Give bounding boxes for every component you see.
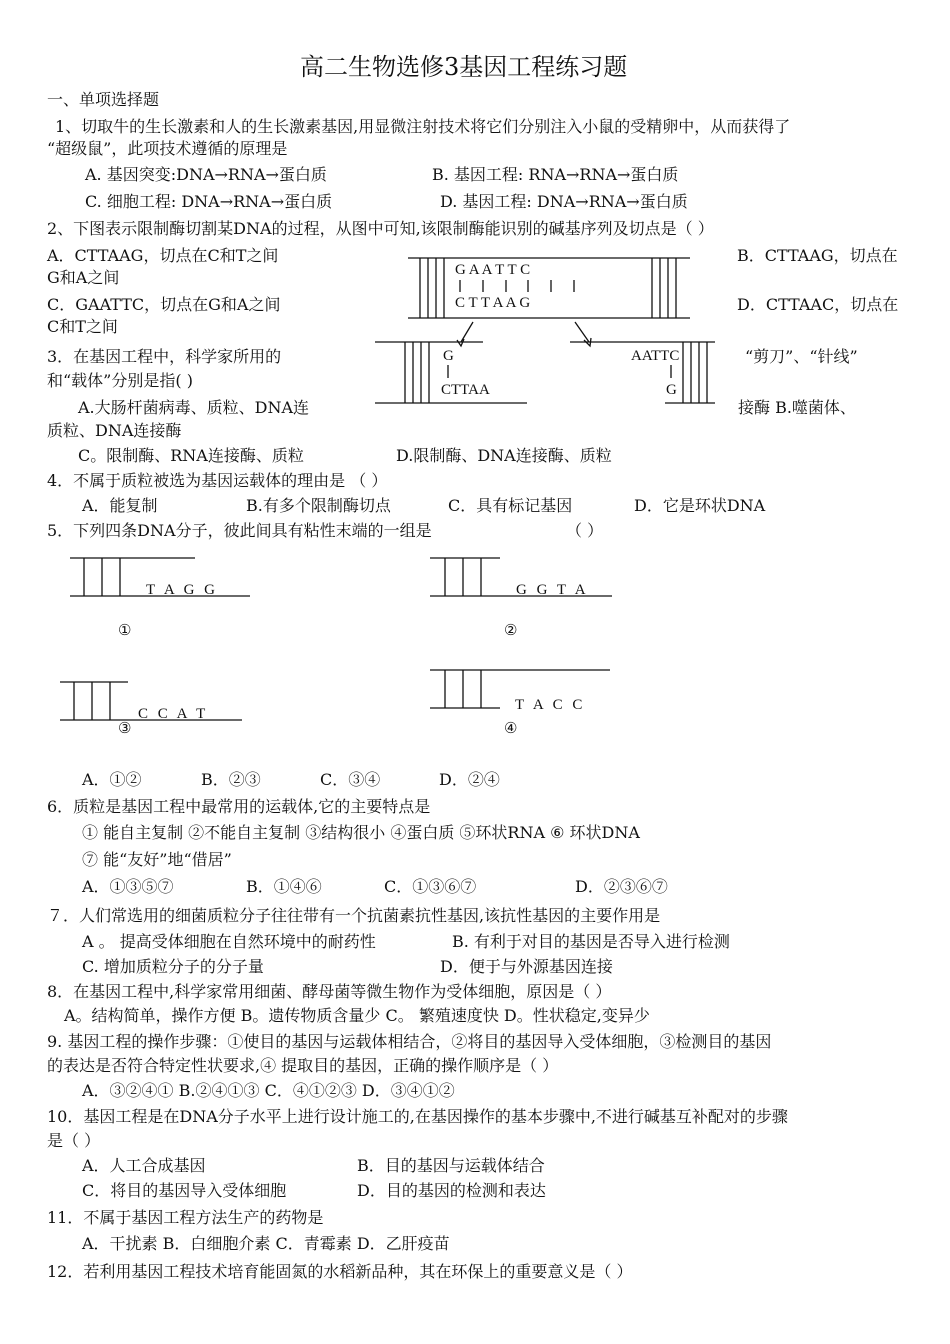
q8-options: A。结构简单，操作方便 B。遗传物质含量少 C。 繁殖速度快 D。性状稳定,变异少 [64,1006,650,1025]
q11-options: A．干扰素 B．白细胞介素 C．青霉素 D．乙肝疫苗 [82,1234,450,1253]
fragment-4 [430,670,610,737]
q3-option-a-b: 接酶 B.噬菌体、 [738,398,856,417]
q7-option-b: B. 有利于对目的基因是否导入进行检测 [452,932,730,951]
q12-stem: 12．若利用基因工程技术培育能固氮的水稻新品种，其在环保上的重要意义是（ ） [47,1262,633,1281]
q6-option-a: A．①③⑤⑦ [82,877,174,896]
q5-stem: 5．下列四条DNA分子，彼此间具有粘性末端的一组是 [47,521,432,540]
q3-option-d: D.限制酶、DNA连接酶、质粒 [396,446,612,465]
fragment-1-sequence: T A G G [146,582,218,598]
q8-stem: 8．在基因工程中,科学家常用细菌、酵母菌等微生物作为受体细胞，原因是（ ） [47,982,612,1001]
right-fragment-overhang: AATTC [631,348,680,364]
q5-option-d: D．②④ [439,770,500,789]
fragment-2-sequence: G G T A [516,582,589,598]
fragment-2 [430,558,612,639]
q9-stem-line1: 9. 基因工程的操作步骤：①使目的基因与运载体相结合，②将目的基因导入受体细胞，③检测目的基因 [47,1032,772,1051]
q10-option-a: A．人工合成基因 [82,1156,206,1175]
q2-option-c-cont: C和T之间 [47,317,118,336]
q3-stem-line2: 和“载体”分别是指( ) [47,371,193,390]
q10-option-d: D．目的基因的检测和表达 [357,1181,546,1200]
fragment-2-number: ② [504,623,518,639]
q6-option-b: B．①④⑥ [246,877,322,896]
bottom-strand-sequence: C T T A A G [455,295,531,311]
q6-statements-line1: ① 能自主复制 ②不能自主复制 ③结构很小 ④蛋白质 ⑤环状RNA ⑥ 环状DNA [82,823,640,842]
fragment-4-number: ④ [504,721,518,737]
q5-option-c: C．③④ [320,770,381,789]
left-ladder-rungs [420,258,444,318]
q10-option-b: B．目的基因与运载体结合 [357,1156,545,1175]
fragment-3-sequence: C C A T [138,706,209,722]
q7-option-d: D．便于与外源基因连接 [440,957,613,976]
q2-option-d: D．CTTAAC，切点在 [737,295,899,314]
q1-option-c: C. 细胞工程: DNA→RNA→蛋白质 [85,192,333,211]
q4-option-d: D．它是环状DNA [634,496,766,515]
fragment-4-sequence: T A C C [515,697,586,713]
q11-stem: 11．不属于基因工程方法生产的药物是 [47,1208,324,1227]
q2-stem: 2、下图表示限制酶切割某DNA的过程，从图中可知,该限制酶能识别的碱基序列及切点是（ ） [47,219,714,238]
q4-option-c: C．具有标记基因 [448,496,573,515]
page-title: 高二生物选修3基因工程练习题 [300,53,628,81]
q1-stem-line2: “超级鼠”，此项技术遵循的原理是 [47,139,288,158]
q10-stem-line1: 10．基因工程是在DNA分子水平上进行设计施工的,在基因操作的基本步骤中,不进行碱基互补配对的步骤 [47,1107,788,1126]
restriction-cut-diagram [365,250,735,410]
q4-option-a: A．能复制 [82,496,158,515]
q2-option-a-cont: G和A之间 [47,268,120,287]
left-fragment-g: G [443,348,454,364]
q5-option-b: B．②③ [201,770,261,789]
q5-option-a: A．①② [82,770,142,789]
q3-option-b-cont: 质粒、DNA连接酶 [47,421,182,440]
fragment-1-number: ① [118,623,132,639]
q1-option-d: D. 基因工程: DNA→RNA→蛋白质 [440,192,688,211]
q10-option-c: C．将目的基因导入受体细胞 [82,1181,287,1200]
q7-option-a: A 。 提高受体细胞在自然环境中的耐药性 [82,932,376,951]
q3-option-c: C。限制酶、RNA连接酶、质粒 [78,446,304,465]
cut-arrow-right [575,322,589,342]
q1-stem-line1: 1、切取牛的生长激素和人的生长激素基因,用显微注射技术将它们分别注入小鼠的受精卵中，从而获得了 [55,117,791,136]
q10-stem-line2: 是（ ） [47,1131,101,1150]
q6-option-d: D．②③⑥⑦ [575,877,668,896]
q5-answer-paren: （ ） [566,521,604,540]
q9-options: A．③②④① B.②④①③ C．④①②③ D．③④①② [82,1081,455,1100]
fragment-3-number: ③ [118,721,132,737]
q3-stem-line1: 3．在基因工程中，科学家所用的 [47,347,282,366]
q3-option-a: A.大肠杆菌病毒、质粒、DNA连 [78,398,310,417]
right-ladder-rungs [652,258,676,318]
top-strand-sequence: G A A T T C [455,262,531,278]
q9-stem-line2: 的表达是否符合特定性状要求,④ 提取目的基因，正确的操作顺序是（ ） [47,1056,559,1075]
q6-stem: 6．质粒是基因工程中最常用的运载体,它的主要特点是 [47,797,431,816]
right-fragment-g: G [666,382,677,398]
left-fragment-overhang: CTTAA [441,382,490,398]
q6-statements-line2: ⑦ 能“友好”地“借居” [82,850,232,869]
q3-stem-line1-right: “剪刀”、“针线” [745,347,858,366]
q1-option-a: A. 基因突变:DNA→RNA→蛋白质 [85,165,327,184]
q7-option-c: C. 增加质粒分子的分子量 [82,957,264,976]
dna-fragments-figure [60,550,640,750]
q4-option-b: B.有多个限制酶切点 [246,496,391,515]
cut-arrow-left [461,322,473,342]
fragment-3 [60,682,242,737]
q7-stem: ７．人们常选用的细菌质粒分子往往带有一个抗菌素抗性基因,该抗性基因的主要作用是 [47,906,661,925]
base-pair-ticks [460,280,574,292]
q2-option-c: C．GAATTC，切点在G和A之间 [47,295,281,314]
q1-option-b: B. 基因工程: RNA→RNA→蛋白质 [432,165,679,184]
fragment-1 [70,558,250,639]
q6-option-c: C．①③⑥⑦ [384,877,477,896]
q2-option-a: A．CTTAAG，切点在C和T之间 [47,246,279,265]
q4-stem: 4．不属于质粒被选为基因运载体的理由是 （ ） [47,471,388,490]
q2-option-b: B．CTTAAG，切点在 [737,246,898,265]
section-heading: 一、单项选择题 [47,90,160,109]
